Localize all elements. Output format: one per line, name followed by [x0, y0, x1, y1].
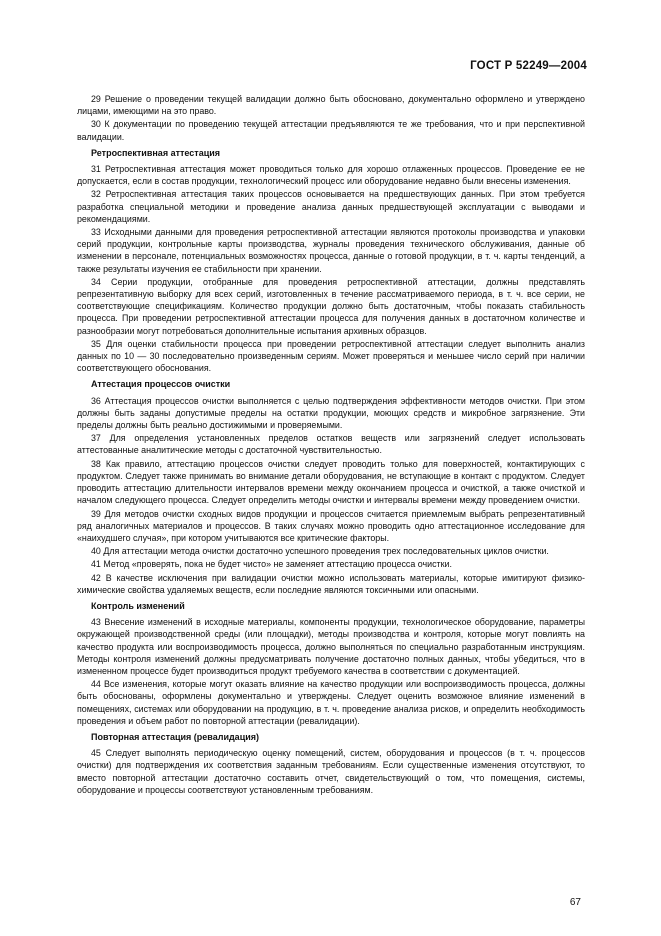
paragraph-32: 32 Ретроспективная аттестация таких процессов основывается на предшествующих данных. При этом требуется разработка специальной методики и проведение анализа данных предшествующей эксплуатации с выводами и рекомендациями.: [77, 189, 585, 224]
paragraph-31: 31 Ретроспективная аттестация может проводиться только для хорошо отлаженных процессов. Проведение ее не допускается, если в состав продукции, технологический процесс или оборудование недавно были внесены изменения.: [77, 164, 585, 187]
paragraph-35: 35 Для оценки стабильности процесса при проведении ретроспективной аттестации следует выполнить анализ данных по 10 — 30 последовательно произведенным сериям. Может проверяться и меньшее число серий при наличии соответствующего обоснования.: [77, 338, 585, 374]
paragraph-36: 36 Аттестация процессов очистки выполняется с целью подтверждения эффективности методов очистки. При этом должны быть заданы допустимые пределы на остатки продукции, моющих средств и микробное загрязнение. Эти пределы должны быть реально достижимыми и проверяемыми.: [77, 395, 585, 431]
paragraph-33: 33 Исходными данными для проведения ретроспективной аттестации являются протоколы производства и упаковки серий продукции, контрольные карты производства, журналы проведения технического обслуживания, данные об изменении в персонале, потенциальных возможностях процесса, данные о готовой продукции, в т. ч. карты тенденций, а также результаты изучения ее стабильности при хранении.: [77, 227, 585, 274]
paragraph-43: 43 Внесение изменений в исходные материалы, компоненты продукции, технологическое оборудование, параметры окружающей производственной среды (или площадки), методы производства и контроля, которые могут повлиять на качество продукта или воспроизводимость процесса, должно выполняться по специально разработанным инструкциям. Методы контроля изменений должны предусматривать получение достаточно полных данных, чтобы убедиться, что в измененном процессе будет производиться продукт требуемого качества в соответствии с документацией.: [77, 617, 585, 676]
paragraph-38: 38 Как правило, аттестацию процессов очистки следует проводить только для поверхностей, контактирующих с продуктом. Следует также принимать во внимание детали оборудования, не вступающие в контакт с продуктом. Следует проводить аттестацию длительности интервалов времени между окончанием процесса и очисткой, а также очисткой и началом следующего процесса. Следует определить методы очистки и интервалы времени между проведением очистки.: [77, 458, 585, 506]
heading-change-control: Контроль изменений: [91, 600, 185, 611]
paragraph-41: 41 Метод «проверять, пока не будет чисто» не заменяет аттестацию процесса очистки.: [91, 559, 452, 570]
paragraph-34: 34 Серии продукции, отобранные для проведения ретроспективной аттестации, должны представлять репрезентативную выборку для всех серий, изготовленных в течение рассматриваемого периода, в т. ч. все серии, не соответствующие спецификациям. Количество продукции должно быть достаточным, чтобы показать стабильность процесса. При проведении ретроспективной аттестации процесса для получения данных в достаточном количестве и разнообразии могут потребоваться дополнительные испытания архивных образцов.: [77, 276, 585, 336]
paragraph-39: 39 Для методов очистки сходных видов продукции и процессов считается приемлемым выбрать репрезентативный ряд аналогичных материалов и процессов. В таких случаях можно проводить одно аттестационное исследование для «наихудшего случая», при котором учитываются все критические факторы.: [77, 508, 585, 543]
paragraph-29: 29 Решение о проведении текущей валидации должно быть обосновано, документально оформлено и утверждено лицами, имеющими на это право.: [77, 94, 585, 117]
paragraph-42: 42 В качестве исключения при валидации очистки можно использовать материалы, которые имитируют физико-химические свойства удаляемых веществ, если последние являются токсичными или опасными.: [77, 572, 585, 595]
standard-header: ГОСТ Р 52249—2004: [470, 60, 587, 72]
heading-cleaning: Аттестация процессов очистки: [91, 379, 231, 390]
page-number: 67: [569, 897, 581, 908]
heading-revalidation: Повторная аттестация (ревалидация): [91, 731, 260, 742]
heading-retrospective: Ретроспективная аттестация: [91, 147, 221, 158]
paragraph-37: 37 Для определения установленных пределов остатков веществ или загрязнений следует использовать аттестованные аналитические методы с достаточной чувствительностью.: [77, 433, 585, 456]
paragraph-40: 40 Для аттестации метода очистки достаточно успешного проведения трех последовательных циклов очистки.: [91, 546, 549, 557]
paragraph-45: 45 Следует выполнять периодическую оценку помещений, систем, оборудования и процессов (в т. ч. процессов очистки) для подтверждения их соответствия заданным требованиям. Если существенные изменения отсутствуют, то вместо повторной аттестации достаточно составить отчет, свидетельствующий о том, что помещения, системы, оборудование и процессы соответствуют установленным требованиям.: [77, 748, 585, 795]
paragraph-44: 44 Все изменения, которые могут оказать влияние на качество продукции или воспроизводимость процесса, должны быть обоснованы, оформлены документально и утверждены. Следует оценить возможное влияние изменений в помещениях, системах или оборудовании на продукцию, в т. ч. проведение анализа рисков, и определить необходимость проведения и объем работ по повторной аттестации (ревалидации).: [77, 679, 585, 726]
paragraph-30: 30 К документации по проведению текущей аттестации предъявляются те же требования, что и при перспективной валидации.: [77, 119, 585, 142]
document-body: [77, 93, 585, 797]
